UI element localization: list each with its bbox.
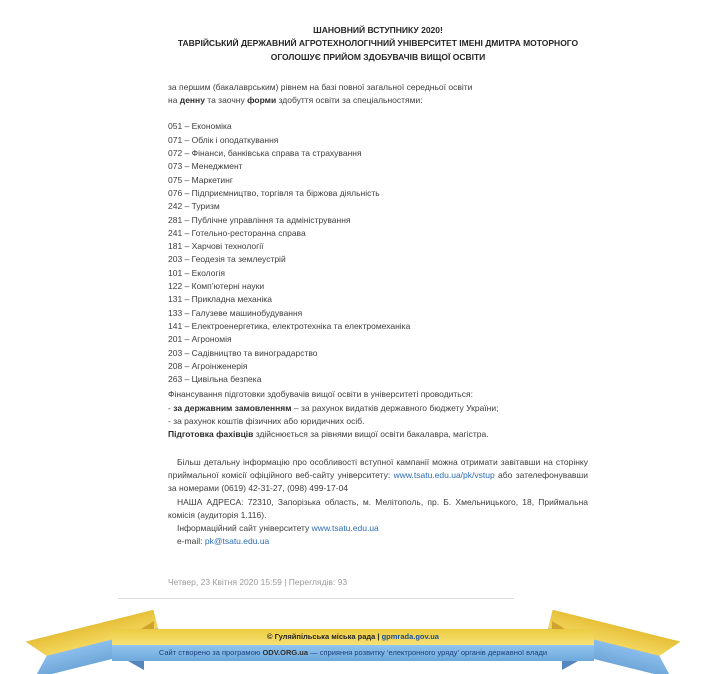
header-greeting: ШАНОВНИЙ ВСТУПНИКУ 2020! <box>313 25 443 35</box>
address-line: НАША АДРЕСА: 72310, Запорізька область, м. Мелітополь, пр. Б. Хмельницького, 18, Приймальна комісія (аудиторія 1.116). <box>168 496 588 520</box>
tsatu-vstup-link[interactable]: www.tsatu.edu.ua/pk/vstup <box>393 469 495 480</box>
specialty-item: 075 – Маркетинг <box>168 174 233 185</box>
financing-item1-rest: – за рахунок видатків державного бюджету України; <box>291 402 499 413</box>
email-prefix: e-mail: <box>177 536 205 547</box>
specialty-item: 201 – Агрономія <box>168 334 232 345</box>
specialty-item: 073 – Менеджмент <box>168 161 243 172</box>
specialty-item: 131 – Прикладна механіка <box>168 294 272 305</box>
site-prefix: Інформаційний сайт університету <box>177 523 312 534</box>
specialty-item: 071 – Облік і оподаткування <box>168 134 279 145</box>
gpmrada-link[interactable]: gpmrada.gov.ua <box>381 632 439 642</box>
specialty-item: 133 – Галузеве машинобудування <box>168 307 303 318</box>
info-paragraph <box>168 456 588 496</box>
intro-forms-mid: та заочну <box>204 95 248 106</box>
info-prefix: Більш детальну інформацію про особливості вступної кампанії можна отримати завітавши на сторінку приймальної комісії офіційного веб-сайту університету: <box>168 456 588 480</box>
specialty-item: 181 – Харчові технології <box>168 241 264 252</box>
intro-forms-bold-day: денну <box>179 95 205 106</box>
specialty-item: 072 – Фінанси, банківська справа та страхування <box>168 148 362 159</box>
site-line <box>168 522 588 535</box>
tsatu-site-link[interactable]: www.tsatu.edu.ua <box>311 523 379 534</box>
specialty-item: 101 – Екологія <box>168 267 226 278</box>
financing-block <box>168 388 588 441</box>
intro-line-forms <box>168 94 588 107</box>
financing-title: Фінансування підготовки здобувачів вищої освіти в університеті проводиться: <box>168 389 473 400</box>
specialty-item: 281 – Публічне управління та адміністрування <box>168 214 351 225</box>
financing-item1-dash: - <box>168 402 174 413</box>
ribbon-fold-bottom-left <box>128 661 144 670</box>
financing-item-state <box>168 402 588 415</box>
footer-credit-suffix: — сприяння розвитку ‘електронного уряду’ органів державної влади <box>308 648 548 658</box>
footer-copyright-line <box>267 630 439 643</box>
ribbon-fold-bottom-right <box>562 661 578 670</box>
header-university-name: ТАВРІЙСЬКИЙ ДЕРЖАВНИЙ АГРОТЕХНОЛОГІЧНИЙ УНІВЕРСИТЕТ ІМЕНІ ДМИТРА МОТОРНОГО <box>177 38 579 49</box>
info-suffix: або зателефонувавши за номерами (0619) 42-31-27, (098) 499-17-04 <box>168 469 589 494</box>
financing-item-private: - за рахунок коштів фізичних або юридичних осіб. <box>168 416 365 427</box>
email-line <box>168 535 588 548</box>
footer-credit-program: ODV.ORG.ua <box>262 648 309 658</box>
specialty-item: 051 – Економіка <box>168 121 232 132</box>
specialty-item: 203 – Геодезія та землеустрій <box>168 254 286 265</box>
footer-copyright-sep: | <box>375 632 382 642</box>
specialties-list <box>168 120 588 386</box>
specialty-item: 208 – Агроінженерія <box>168 360 248 371</box>
specialty-item: 076 – Підприємництво, торгівля та біржова діяльність <box>168 187 380 198</box>
footer-credit-line <box>159 646 547 659</box>
specialty-item: 242 – Туризм <box>168 201 220 212</box>
email-link[interactable]: pk@tsatu.edu.ua <box>204 536 270 547</box>
ribbon-band <box>112 629 594 661</box>
post-meta: Четвер, 23 Квітня 2020 15:59 | Переглядів: 93 <box>168 576 348 587</box>
intro-line-degree: за першим (бакалаврським) рівнем на базі повної загальної середньої освіти <box>168 81 473 92</box>
specialty-item: 263 – Цивільна безпека <box>168 374 262 385</box>
footer-credit-prefix: Сайт створено за програмою <box>158 648 263 658</box>
footer-ribbon <box>0 608 706 674</box>
ribbon-band-yellow <box>112 629 594 645</box>
specialty-item: 241 – Готельно-ресторанна справа <box>168 227 306 238</box>
header-announcement: ОГОЛОШУЄ ПРИЙОМ ЗДОБУВАЧІВ ВИЩОЇ ОСВІТИ <box>270 51 486 62</box>
specialty-item: 141 – Електроенергетика, електротехніка та електромеханіка <box>168 320 411 331</box>
article-content <box>168 24 588 589</box>
footer-copyright-text: © Гуляйпільська міська рада <box>267 632 376 642</box>
specialty-item: 122 – Комп’ютерні науки <box>168 281 265 292</box>
specialty-item: 203 – Садівництво та виноградарство <box>168 347 318 358</box>
intro-block <box>168 81 588 108</box>
content-separator <box>118 598 514 599</box>
ribbon-band-blue <box>112 645 594 661</box>
financing-summary-bold: Підготовка фахівців <box>168 429 254 440</box>
intro-forms-suffix: здобуття освіти за спеціальностями: <box>276 95 423 106</box>
intro-forms-prefix: на <box>168 95 180 106</box>
financing-item1-bold: за державним замовленням <box>173 402 292 413</box>
article-header <box>168 24 588 64</box>
financing-summary-rest: здійснюється за рівнями вищої освіти бакалавра, магістра. <box>253 429 489 440</box>
intro-forms-bold-forms: форми <box>247 95 277 106</box>
financing-summary <box>168 428 588 441</box>
